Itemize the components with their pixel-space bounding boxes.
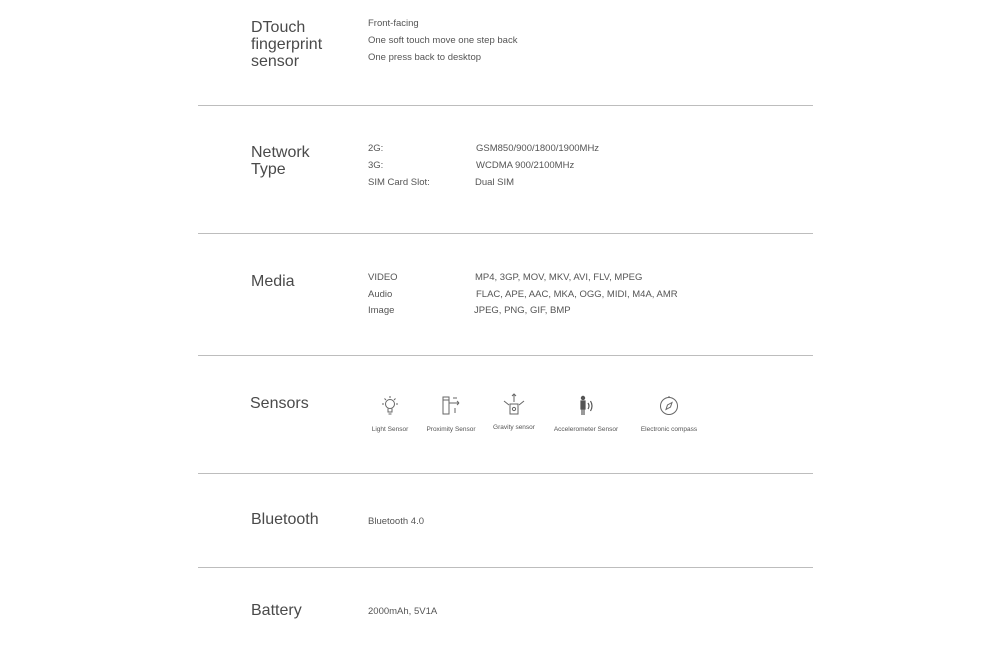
media-value-audio: FLAC, APE, AAC, MKA, OGG, MIDI, M4A, AMR bbox=[476, 289, 678, 300]
network-label-3g: 3G: bbox=[368, 160, 384, 171]
network-label-sim: SIM Card Slot: bbox=[368, 177, 430, 188]
fingerprint-line-2: One soft touch move one step back bbox=[368, 35, 518, 46]
gravity-icon bbox=[501, 392, 527, 418]
fingerprint-heading: DTouch fingerprint sensor bbox=[251, 19, 323, 70]
bluetooth-value: Bluetooth 4.0 bbox=[368, 516, 424, 527]
media-value-video: MP4, 3GP, MOV, MKV, AVI, FLV, MPEG bbox=[475, 272, 643, 283]
section-divider bbox=[198, 105, 813, 106]
network-label-2g: 2G: bbox=[368, 143, 384, 154]
fingerprint-line-3: One press back to desktop bbox=[368, 52, 482, 63]
section-divider bbox=[198, 567, 813, 568]
sensor-compass-label: Electronic compass bbox=[640, 426, 698, 433]
battery-heading: Battery bbox=[251, 602, 302, 619]
media-label-audio: Audio bbox=[368, 289, 393, 300]
proximity-icon bbox=[439, 394, 463, 418]
section-divider bbox=[198, 473, 813, 474]
network-heading: Network Type bbox=[251, 144, 310, 178]
accelerometer-icon bbox=[574, 394, 598, 418]
sensor-light-label: Light Sensor bbox=[371, 426, 409, 433]
fingerprint-line-1: Front-facing bbox=[368, 18, 419, 29]
media-label-video: VIDEO bbox=[368, 272, 398, 283]
media-value-image: JPEG, PNG, GIF, BMP bbox=[474, 305, 571, 316]
sensor-compass bbox=[624, 394, 714, 434]
section-divider bbox=[198, 233, 813, 234]
network-value-3g: WCDMA 900/2100MHz bbox=[476, 160, 575, 171]
network-value-2g: GSM850/900/1800/1900MHz bbox=[476, 143, 600, 154]
sensor-accelerometer-label: Accelerometer Sensor bbox=[553, 426, 619, 433]
compass-icon bbox=[657, 394, 681, 418]
bluetooth-heading: Bluetooth bbox=[251, 511, 319, 528]
sensors-heading: Sensors bbox=[250, 395, 309, 412]
battery-value: 2000mAh, 5V1A bbox=[368, 606, 438, 617]
sensor-accelerometer bbox=[541, 394, 631, 434]
section-divider bbox=[198, 355, 813, 356]
sensor-proximity-label: Proximity Sensor bbox=[426, 426, 476, 433]
media-label-image: Image bbox=[368, 305, 395, 316]
network-value-sim: Dual SIM bbox=[475, 177, 515, 188]
media-heading: Media bbox=[251, 273, 295, 290]
sensor-gravity-label: Gravity sensor bbox=[493, 424, 535, 431]
light-bulb-icon bbox=[378, 394, 402, 418]
